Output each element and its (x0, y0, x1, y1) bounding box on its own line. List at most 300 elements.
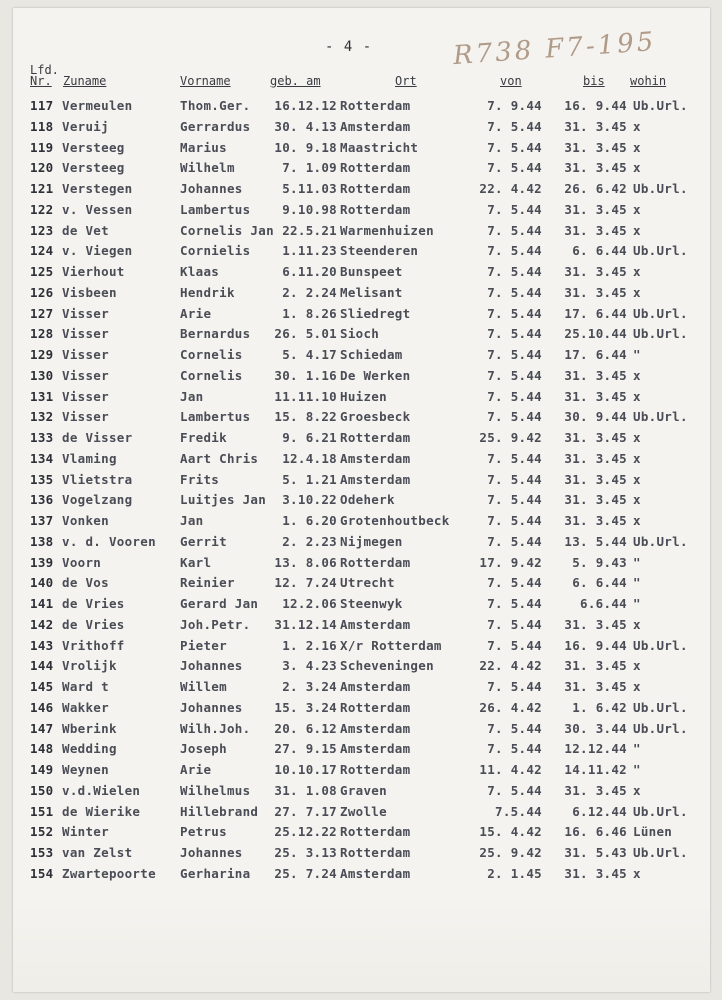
surname-cell: Vonken (62, 513, 109, 528)
table-row (13, 96, 710, 117)
row-number: 125 (30, 264, 54, 279)
from-cell: 22. 4.42 (479, 658, 542, 674)
table-row (13, 719, 710, 740)
whereto-cell: Ub.Url. (633, 637, 688, 653)
born-cell: 31.12.14 (274, 616, 337, 632)
whereto-cell: x (633, 284, 641, 300)
born-cell: 12.4.18 (282, 450, 337, 466)
until-cell: 6.6.44 (580, 596, 627, 611)
row-number: 149 (30, 762, 54, 777)
born-cell: 15. 3.24 (274, 699, 337, 715)
table-row (13, 366, 710, 387)
from-cell: 7. 5.44 (487, 741, 542, 757)
until-cell: 31. 3.45 (564, 264, 627, 279)
place-cell: Amsterdam (340, 679, 411, 694)
place-cell: Nijmegen (340, 533, 403, 549)
surname-cell: Wberink (62, 720, 117, 736)
surname-cell: Verstegen (62, 181, 133, 196)
from-cell: 22. 4.42 (479, 181, 542, 196)
whereto-cell: Lünen (633, 824, 673, 840)
table-row (13, 656, 710, 677)
until-cell: 6.12.44 (572, 803, 627, 819)
from-cell: 7. 5.44 (487, 347, 542, 362)
born-cell: 27. 7.17 (274, 803, 337, 819)
firstname-cell: Wilhelm (180, 160, 235, 176)
born-cell: 2. 2.23 (282, 533, 337, 549)
row-number: 144 (30, 658, 54, 674)
row-number: 126 (30, 284, 54, 300)
whereto-cell: " (633, 596, 641, 611)
firstname-cell: Fredik (180, 430, 227, 445)
place-cell: Grotenhoutbeck (340, 513, 450, 528)
firstname-cell: Cornelis Jan (180, 222, 274, 238)
from-cell: 7. 5.44 (487, 388, 542, 404)
whereto-cell: x (633, 865, 641, 881)
born-cell: 3.10.22 (282, 492, 337, 508)
row-number: 140 (30, 575, 54, 591)
whereto-cell: " (633, 762, 641, 777)
header-place: Ort (395, 74, 417, 88)
from-cell: 11. 4.42 (479, 762, 542, 777)
firstname-cell: Willem (180, 679, 227, 694)
place-cell: Sioch (340, 326, 380, 342)
surname-cell: Visser (62, 388, 109, 404)
table-row (13, 138, 710, 159)
place-cell: Amsterdam (340, 720, 411, 736)
surname-cell: Vlietstra (62, 471, 133, 487)
place-cell: Bunspeet (340, 264, 403, 279)
until-cell: 31. 3.45 (564, 679, 627, 694)
surname-cell: de Vet (62, 222, 109, 238)
from-cell: 7. 5.44 (487, 118, 542, 134)
row-number: 129 (30, 347, 54, 362)
row-number: 117 (30, 98, 54, 113)
place-cell: Rotterdam (340, 824, 411, 840)
born-cell: 5. 1.21 (282, 471, 337, 487)
row-number: 128 (30, 326, 54, 342)
firstname-cell: Cornelis (180, 347, 243, 362)
born-cell: 3. 4.23 (282, 658, 337, 674)
firstname-cell: Frits (180, 471, 220, 487)
place-cell: X/r Rotterdam (340, 637, 442, 653)
header-lfd: Lfd. (30, 63, 59, 77)
until-cell: 31. 3.45 (564, 430, 627, 445)
from-cell: 15. 4.42 (479, 824, 542, 840)
place-cell: Warmenhuizen (340, 222, 434, 238)
place-cell: Rotterdam (340, 201, 411, 217)
table-row (13, 843, 710, 864)
until-cell: 31. 3.45 (564, 139, 627, 155)
table-row (13, 324, 710, 345)
place-cell: Amsterdam (340, 118, 411, 134)
place-cell: Rotterdam (340, 430, 411, 445)
place-cell: Utrecht (340, 575, 395, 591)
firstname-cell: Gerharina (180, 865, 251, 881)
until-cell: 17. 6.44 (564, 347, 627, 362)
firstname-cell: Wilhelmus (180, 782, 251, 798)
whereto-cell: x (633, 513, 641, 528)
table-row (13, 449, 710, 470)
table-row (13, 262, 710, 283)
until-cell: 31. 3.45 (564, 160, 627, 176)
from-cell: 7. 5.44 (487, 222, 542, 238)
place-cell: Rotterdam (340, 845, 411, 860)
born-cell: 22.5.21 (282, 222, 337, 238)
row-number: 135 (30, 471, 54, 487)
whereto-cell: Ub.Url. (633, 326, 688, 342)
header-surname: Zuname (63, 74, 107, 88)
born-cell: 25. 3.13 (274, 845, 337, 860)
surname-cell: v. Viegen (62, 243, 133, 259)
firstname-cell: Jan (180, 388, 204, 404)
born-cell: 2. 3.24 (282, 679, 337, 694)
firstname-cell: Klaas (180, 264, 220, 279)
born-cell: 1. 6.20 (282, 513, 337, 528)
until-cell: 31. 3.45 (564, 865, 627, 881)
table-row (13, 864, 710, 885)
row-number: 151 (30, 803, 54, 819)
until-cell: 14.11.42 (564, 762, 627, 777)
born-cell: 1.11.23 (282, 243, 337, 259)
whereto-cell: Ub.Url. (633, 845, 688, 860)
page-number: - 4 - (325, 39, 373, 55)
row-number: 133 (30, 430, 54, 445)
firstname-cell: Johannes (180, 845, 243, 860)
table-row (13, 387, 710, 408)
until-cell: 16. 9.44 (564, 98, 627, 113)
surname-cell: Vrolijk (62, 658, 117, 674)
firstname-cell: Johannes (180, 658, 243, 674)
table-row (13, 573, 710, 594)
table-row (13, 636, 710, 657)
from-cell: 25. 9.42 (479, 430, 542, 445)
from-cell: 7. 5.44 (487, 616, 542, 632)
born-cell: 30. 1.16 (274, 367, 337, 383)
row-number: 150 (30, 782, 54, 798)
surname-cell: Versteeg (62, 160, 125, 176)
place-cell: Maastricht (340, 139, 419, 155)
row-number: 143 (30, 637, 54, 653)
surname-cell: de Visser (62, 430, 133, 445)
surname-cell: Wakker (62, 699, 109, 715)
row-number: 127 (30, 305, 54, 321)
until-cell: 31. 3.45 (564, 201, 627, 217)
whereto-cell: x (633, 492, 641, 508)
whereto-cell: x (633, 139, 641, 155)
whereto-cell: " (633, 741, 641, 757)
row-number: 120 (30, 160, 54, 176)
whereto-cell: Ub.Url. (633, 98, 688, 113)
place-cell: Groesbeck (340, 409, 411, 425)
whereto-cell: x (633, 388, 641, 404)
surname-cell: Zwartepoorte (62, 865, 156, 881)
row-number: 118 (30, 118, 54, 134)
header-from: von (500, 74, 522, 88)
place-cell: Graven (340, 782, 387, 798)
row-number: 121 (30, 181, 54, 196)
firstname-cell: Arie (180, 762, 212, 777)
row-number: 134 (30, 450, 54, 466)
from-cell: 7. 5.44 (487, 492, 542, 508)
header-firstname: Vorname (180, 74, 231, 88)
table-row (13, 407, 710, 428)
whereto-cell: " (633, 554, 641, 570)
table-row (13, 117, 710, 138)
surname-cell: de Vos (62, 575, 109, 591)
firstname-cell: Cornielis (180, 243, 251, 259)
born-cell: 13. 8.06 (274, 554, 337, 570)
born-cell: 5. 4.17 (282, 347, 337, 362)
from-cell: 7. 5.44 (487, 264, 542, 279)
whereto-cell: x (633, 782, 641, 798)
whereto-cell: Ub.Url. (633, 803, 688, 819)
until-cell: 31. 3.45 (564, 616, 627, 632)
from-cell: 25. 9.42 (479, 845, 542, 860)
table-row (13, 304, 710, 325)
row-number: 124 (30, 243, 54, 259)
place-cell: Rotterdam (340, 160, 411, 176)
until-cell: 12.12.44 (564, 741, 627, 757)
place-cell: Zwolle (340, 803, 387, 819)
born-cell: 7. 1.09 (282, 160, 337, 176)
row-number: 141 (30, 596, 54, 611)
whereto-cell: Ub.Url. (633, 409, 688, 425)
born-cell: 20. 6.12 (274, 720, 337, 736)
whereto-cell: x (633, 616, 641, 632)
row-number: 139 (30, 554, 54, 570)
surname-cell: de Vries (62, 616, 125, 632)
table-row (13, 615, 710, 636)
from-cell: 17. 9.42 (479, 554, 542, 570)
row-number: 152 (30, 824, 54, 840)
from-cell: 7.5.44 (495, 803, 542, 819)
table-row (13, 822, 710, 843)
from-cell: 7. 5.44 (487, 243, 542, 259)
from-cell: 2. 1.45 (487, 865, 542, 881)
table-row (13, 490, 710, 511)
from-cell: 7. 5.44 (487, 139, 542, 155)
row-number: 147 (30, 720, 54, 736)
born-cell: 5.11.03 (282, 181, 337, 196)
place-cell: Amsterdam (340, 616, 411, 632)
from-cell: 7. 5.44 (487, 575, 542, 591)
until-cell: 16. 9.44 (564, 637, 627, 653)
row-number: 137 (30, 513, 54, 528)
whereto-cell: x (633, 160, 641, 176)
table-row (13, 345, 710, 366)
until-cell: 31. 3.45 (564, 492, 627, 508)
whereto-cell: x (633, 679, 641, 694)
whereto-cell: x (633, 201, 641, 217)
handwritten-annotation: R738 F7-195 (452, 26, 658, 72)
whereto-cell: Ub.Url. (633, 533, 688, 549)
place-cell: Odeherk (340, 492, 395, 508)
from-cell: 7. 5.44 (487, 637, 542, 653)
born-cell: 1. 2.16 (282, 637, 337, 653)
table-row (13, 241, 710, 262)
register-table (13, 96, 710, 885)
place-cell: Steenwyk (340, 596, 403, 611)
whereto-cell: x (633, 430, 641, 445)
table-row (13, 221, 710, 242)
born-cell: 30. 4.13 (274, 118, 337, 134)
place-cell: Rotterdam (340, 98, 411, 113)
row-number: 123 (30, 222, 54, 238)
place-cell: Rotterdam (340, 699, 411, 715)
from-cell: 7. 5.44 (487, 596, 542, 611)
born-cell: 27. 9.15 (274, 741, 337, 757)
from-cell: 7. 5.44 (487, 201, 542, 217)
surname-cell: Vermeulen (62, 98, 133, 113)
born-cell: 10.10.17 (274, 762, 337, 777)
row-number: 136 (30, 492, 54, 508)
surname-cell: Visser (62, 326, 109, 342)
from-cell: 7. 5.44 (487, 679, 542, 694)
firstname-cell: Arie (180, 305, 212, 321)
place-cell: Schiedam (340, 347, 403, 362)
firstname-cell: Johannes (180, 181, 243, 196)
firstname-cell: Joh.Petr. (180, 616, 251, 632)
place-cell: De Werken (340, 367, 411, 383)
surname-cell: v. d. Vooren (62, 533, 156, 549)
table-row (13, 802, 710, 823)
whereto-cell: Ub.Url. (633, 305, 688, 321)
place-cell: Amsterdam (340, 450, 411, 466)
place-cell: Huizen (340, 388, 387, 404)
firstname-cell: Gerard Jan (180, 596, 259, 611)
whereto-cell: Ub.Url. (633, 243, 688, 259)
header-whereto: wohin (630, 74, 667, 88)
until-cell: 31. 3.45 (564, 367, 627, 383)
from-cell: 7. 5.44 (487, 471, 542, 487)
row-number: 146 (30, 699, 54, 715)
until-cell: 31. 3.45 (564, 118, 627, 134)
table-row (13, 594, 710, 615)
whereto-cell: x (633, 222, 641, 238)
row-number: 145 (30, 679, 54, 694)
firstname-cell: Hillebrand (180, 803, 259, 819)
place-cell: Rotterdam (340, 181, 411, 196)
surname-cell: Versteeg (62, 139, 125, 155)
from-cell: 7. 5.44 (487, 450, 542, 466)
row-number: 119 (30, 139, 54, 155)
born-cell: 25. 7.24 (274, 865, 337, 881)
firstname-cell: Thom.Ger. (180, 98, 251, 113)
document-page (13, 8, 710, 992)
firstname-cell: Jan (180, 513, 204, 528)
whereto-cell: x (633, 367, 641, 383)
surname-cell: Vrithoff (62, 637, 125, 653)
until-cell: 17. 6.44 (564, 305, 627, 321)
born-cell: 12. 7.24 (274, 575, 337, 591)
place-cell: Rotterdam (340, 762, 411, 777)
surname-cell: Vlaming (62, 450, 117, 466)
whereto-cell: Ub.Url. (633, 699, 688, 715)
row-number: 132 (30, 409, 54, 425)
table-row (13, 677, 710, 698)
firstname-cell: Lambertus (180, 201, 251, 217)
surname-cell: Visser (62, 347, 109, 362)
until-cell: 31. 3.45 (564, 388, 627, 404)
from-cell: 7. 5.44 (487, 367, 542, 383)
from-cell: 7. 9.44 (487, 98, 542, 113)
place-cell: Sliedregt (340, 305, 411, 321)
surname-cell: Ward t (62, 679, 109, 694)
table-row (13, 532, 710, 553)
until-cell: 25.10.44 (564, 326, 627, 342)
firstname-cell: Aart Chris (180, 450, 259, 466)
surname-cell: Wedding (62, 741, 117, 757)
place-cell: Steenderen (340, 243, 419, 259)
until-cell: 6. 6.44 (572, 243, 627, 259)
until-cell: 13. 5.44 (564, 533, 627, 549)
header-born: geb. am (270, 74, 321, 88)
row-number: 122 (30, 201, 54, 217)
table-row (13, 158, 710, 179)
surname-cell: van Zelst (62, 845, 133, 860)
surname-cell: Visser (62, 305, 109, 321)
surname-cell: Visser (62, 367, 109, 383)
table-row (13, 781, 710, 802)
born-cell: 16.12.12 (274, 98, 337, 113)
firstname-cell: Marius (180, 139, 227, 155)
from-cell: 7. 5.44 (487, 326, 542, 342)
surname-cell: Visbeen (62, 284, 117, 300)
surname-cell: Winter (62, 824, 109, 840)
from-cell: 7. 5.44 (487, 305, 542, 321)
place-cell: Rotterdam (340, 554, 411, 570)
firstname-cell: Gerrit (180, 533, 227, 549)
place-cell: Scheveningen (340, 658, 434, 674)
firstname-cell: Wilh.Joh. (180, 720, 251, 736)
until-cell: 1. 6.42 (572, 699, 627, 715)
table-row (13, 283, 710, 304)
until-cell: 5. 9.43 (572, 554, 627, 570)
table-row (13, 698, 710, 719)
table-row (13, 470, 710, 491)
from-cell: 7. 5.44 (487, 720, 542, 736)
header-nr: Nr. (30, 74, 52, 88)
whereto-cell: x (633, 658, 641, 674)
surname-cell: Vogelzang (62, 492, 133, 508)
surname-cell: Voorn (62, 554, 102, 570)
firstname-cell: Lambertus (180, 409, 251, 425)
born-cell: 12.2.06 (282, 596, 337, 611)
place-cell: Amsterdam (340, 865, 411, 881)
until-cell: 30. 3.44 (564, 720, 627, 736)
firstname-cell: Karl (180, 554, 212, 570)
whereto-cell: x (633, 264, 641, 279)
table-header (30, 74, 700, 90)
until-cell: 31. 3.45 (564, 284, 627, 300)
header-until: bis (583, 74, 605, 88)
firstname-cell: Cornelis (180, 367, 243, 383)
table-row (13, 553, 710, 574)
born-cell: 15. 8.22 (274, 409, 337, 425)
firstname-cell: Bernardus (180, 326, 251, 342)
firstname-cell: Luitjes Jan (180, 492, 267, 508)
firstname-cell: Reinier (180, 575, 235, 591)
whereto-cell: Ub.Url. (633, 720, 688, 736)
paper-shading (13, 902, 710, 992)
until-cell: 31. 5.43 (564, 845, 627, 860)
until-cell: 30. 9.44 (564, 409, 627, 425)
table-row (13, 179, 710, 200)
born-cell: 9. 6.21 (282, 430, 337, 445)
table-row (13, 200, 710, 221)
whereto-cell: Ub.Url. (633, 181, 688, 196)
born-cell: 6.11.20 (282, 264, 337, 279)
